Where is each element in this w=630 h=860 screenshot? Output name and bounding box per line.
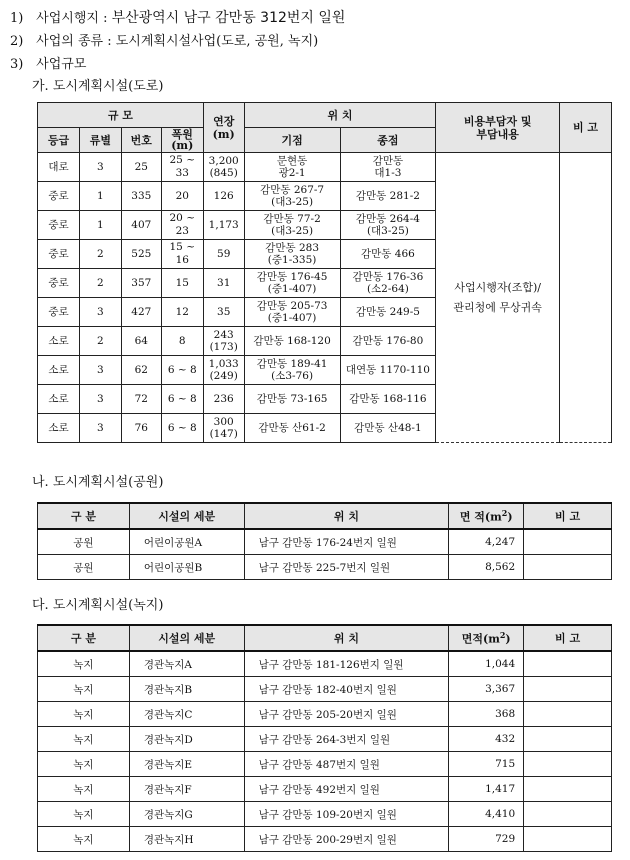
green-header-location: 위 치 <box>244 625 449 651</box>
green-detail: 경관녹지A <box>129 651 244 677</box>
green-kind: 녹지 <box>38 827 130 852</box>
road-end: 감만동 281-2 <box>340 182 436 211</box>
intro-line-1 <box>10 9 345 28</box>
road-length: 236 <box>203 385 244 414</box>
road-grade: 중로 <box>38 269 80 298</box>
green-kind: 녹지 <box>38 702 130 727</box>
road-end: 감만동 산48-1 <box>340 414 436 443</box>
road-number: 335 <box>121 182 161 211</box>
green-detail: 경관녹지D <box>129 727 244 752</box>
green-kind: 녹지 <box>38 677 130 702</box>
park-area: 4,247 <box>449 529 524 555</box>
road-header-location: 위 치 <box>244 103 436 128</box>
intro-num-3: 3) <box>10 57 24 72</box>
road-header-scale: 규 모 <box>38 103 204 128</box>
intro-num-1: 1) <box>10 11 24 26</box>
green-area: 3,367 <box>449 677 524 702</box>
road-start: 감만동 산61-2 <box>244 414 340 443</box>
road-header-start: 기점 <box>244 128 340 153</box>
park-kind: 공원 <box>38 529 130 555</box>
road-header-type: 류별 <box>79 128 121 153</box>
road-end: 대연동 1170-110 <box>340 356 436 385</box>
intro-text-3: 사업규모 <box>36 57 87 72</box>
road-number: 357 <box>121 269 161 298</box>
green-detail: 경관녹지F <box>129 777 244 802</box>
green-detail: 경관녹지B <box>129 677 244 702</box>
road-grade: 소로 <box>38 385 80 414</box>
road-number: 62 <box>121 356 161 385</box>
road-number: 72 <box>121 385 161 414</box>
road-type: 2 <box>79 240 121 269</box>
green-kind: 녹지 <box>38 752 130 777</box>
road-start: 감만동 267-7 (대3-25) <box>244 182 340 211</box>
table-row <box>38 827 612 852</box>
park-header-location: 위 치 <box>244 503 449 529</box>
green-kind: 녹지 <box>38 802 130 827</box>
road-cost-cell: 사업시행자(조합)/ 관리청에 무상귀속 <box>436 153 560 443</box>
green-location: 남구 감만동 109-20번지 일원 <box>244 802 449 827</box>
green-note <box>524 827 612 852</box>
green-area: 715 <box>449 752 524 777</box>
road-number: 407 <box>121 211 161 240</box>
green-area: 368 <box>449 702 524 727</box>
park-header-note: 비 고 <box>524 503 612 529</box>
green-area: 729 <box>449 827 524 852</box>
road-length: 1,173 <box>203 211 244 240</box>
green-location: 남구 감만동 181-126번지 일원 <box>244 651 449 677</box>
road-start: 감만동 168-120 <box>244 327 340 356</box>
green-note <box>524 727 612 752</box>
road-length: 59 <box>203 240 244 269</box>
road-header-number: 번호 <box>121 128 161 153</box>
table-row <box>38 651 612 677</box>
table-row <box>38 529 612 555</box>
road-number: 525 <box>121 240 161 269</box>
park-kind: 공원 <box>38 555 130 580</box>
road-type: 3 <box>79 153 121 182</box>
road-width: 6 ~ 8 <box>161 356 203 385</box>
road-end: 감만동 249-5 <box>340 298 436 327</box>
green-detail: 경관녹지G <box>129 802 244 827</box>
road-grade: 소로 <box>38 356 80 385</box>
table-row <box>38 752 612 777</box>
green-location: 남구 감만동 200-29번지 일원 <box>244 827 449 852</box>
road-length: 300 (147) <box>203 414 244 443</box>
road-grade: 중로 <box>38 182 80 211</box>
park-section-title: 나. 도시계획시설(공원) <box>32 475 164 490</box>
green-location: 남구 감만동 264-3번지 일원 <box>244 727 449 752</box>
green-note <box>524 752 612 777</box>
green-note <box>524 802 612 827</box>
road-length: 3,200 (845) <box>203 153 244 182</box>
green-table <box>37 624 612 852</box>
road-start: 감만동 77-2 (대3-25) <box>244 211 340 240</box>
road-width: 6 ~ 8 <box>161 385 203 414</box>
road-length: 1,033 (249) <box>203 356 244 385</box>
green-header-detail: 시설의 세분 <box>129 625 244 651</box>
park-detail: 어린이공원A <box>129 529 244 555</box>
table-row <box>38 727 612 752</box>
green-note <box>524 777 612 802</box>
green-location: 남구 감만동 205-20번지 일원 <box>244 702 449 727</box>
green-area: 432 <box>449 727 524 752</box>
intro-line-3 <box>10 56 86 74</box>
table-row <box>38 777 612 802</box>
road-start: 감만동 73-165 <box>244 385 340 414</box>
road-type: 3 <box>79 385 121 414</box>
road-type: 3 <box>79 356 121 385</box>
park-detail: 어린이공원B <box>129 555 244 580</box>
park-location: 남구 감만동 176-24번지 일원 <box>244 529 449 555</box>
park-note <box>524 555 612 580</box>
road-grade: 대로 <box>38 153 80 182</box>
road-width: 6 ~ 8 <box>161 414 203 443</box>
table-row <box>38 153 612 182</box>
green-kind: 녹지 <box>38 727 130 752</box>
road-length: 243 (173) <box>203 327 244 356</box>
road-start: 감만동 189-41 (소3-76) <box>244 356 340 385</box>
road-header-end: 종점 <box>340 128 436 153</box>
intro-text-2: 사업의 종류 : 도시계획시설사업(도로, 공원, 녹지) <box>36 34 319 49</box>
road-header-cost: 비용부담자 및 부담내용 <box>436 103 560 153</box>
road-type: 3 <box>79 414 121 443</box>
green-area: 1,417 <box>449 777 524 802</box>
table-row <box>38 802 612 827</box>
road-start: 감만동 205-73 (중1-407) <box>244 298 340 327</box>
green-section-title: 다. 도시계획시설(녹지) <box>32 598 164 613</box>
green-header-note: 비 고 <box>524 625 612 651</box>
road-number: 64 <box>121 327 161 356</box>
road-grade: 소로 <box>38 327 80 356</box>
road-end: 감만동 264-4 (대3-25) <box>340 211 436 240</box>
road-end: 감만동 대1-3 <box>340 153 436 182</box>
park-table <box>37 502 612 580</box>
table-row <box>38 677 612 702</box>
green-detail: 경관녹지C <box>129 702 244 727</box>
green-kind: 녹지 <box>38 777 130 802</box>
green-detail: 경관녹지H <box>129 827 244 852</box>
road-type: 1 <box>79 211 121 240</box>
green-detail: 경관녹지E <box>129 752 244 777</box>
green-header-kind: 구 분 <box>38 625 130 651</box>
road-length: 31 <box>203 269 244 298</box>
road-type: 2 <box>79 269 121 298</box>
green-location: 남구 감만동 182-40번지 일원 <box>244 677 449 702</box>
road-header-length: 연장 (m) <box>203 103 244 153</box>
park-header-detail: 시설의 세분 <box>129 503 244 529</box>
road-section-title: 가. 도시계획시설(도로) <box>32 79 164 94</box>
green-kind: 녹지 <box>38 651 130 677</box>
park-header-area: 면 적$(m^2)$ <box>449 503 524 529</box>
road-start: 감만동 176-45 (중1-407) <box>244 269 340 298</box>
intro-label-1: 사업시행지 : <box>36 11 112 26</box>
road-number: 427 <box>121 298 161 327</box>
road-end: 감만동 176-36 (소2-64) <box>340 269 436 298</box>
intro-value-1: 부산광역시 남구 감만동 312번지 일원 <box>111 10 346 26</box>
green-note <box>524 702 612 727</box>
road-width: 20 <box>161 182 203 211</box>
park-header-kind: 구 분 <box>38 503 130 529</box>
road-header-grade: 등급 <box>38 128 80 153</box>
road-grade: 중로 <box>38 211 80 240</box>
table-row <box>38 555 612 580</box>
road-length: 126 <box>203 182 244 211</box>
road-length: 35 <box>203 298 244 327</box>
park-area: 8,562 <box>449 555 524 580</box>
road-type: 1 <box>79 182 121 211</box>
road-width: 20 ~ 23 <box>161 211 203 240</box>
intro-line-2 <box>10 33 318 51</box>
green-note <box>524 677 612 702</box>
road-note-cell <box>560 153 612 443</box>
green-header-area: 면적$(m^2)$ <box>449 625 524 651</box>
road-grade: 중로 <box>38 240 80 269</box>
green-location: 남구 감만동 487번지 일원 <box>244 752 449 777</box>
road-width: 12 <box>161 298 203 327</box>
park-location: 남구 감만동 225-7번지 일원 <box>244 555 449 580</box>
intro-num-2: 2) <box>10 34 24 49</box>
road-number: 25 <box>121 153 161 182</box>
table-row <box>38 702 612 727</box>
road-type: 3 <box>79 298 121 327</box>
road-grade: 소로 <box>38 414 80 443</box>
road-number: 76 <box>121 414 161 443</box>
road-start: 문현동 광2-1 <box>244 153 340 182</box>
park-note <box>524 529 612 555</box>
green-area: 4,410 <box>449 802 524 827</box>
road-end: 감만동 466 <box>340 240 436 269</box>
road-width: 15 <box>161 269 203 298</box>
road-grade: 중로 <box>38 298 80 327</box>
road-header-width: 폭원 (m) <box>161 128 203 153</box>
road-start: 감만동 283 (중1-335) <box>244 240 340 269</box>
green-note <box>524 651 612 677</box>
road-width: 15 ~ 16 <box>161 240 203 269</box>
road-width: 25 ~ 33 <box>161 153 203 182</box>
road-table <box>37 102 612 443</box>
road-end: 감만동 168-116 <box>340 385 436 414</box>
green-location: 남구 감만동 492번지 일원 <box>244 777 449 802</box>
road-type: 2 <box>79 327 121 356</box>
road-width: 8 <box>161 327 203 356</box>
road-header-note: 비 고 <box>560 103 612 153</box>
road-end: 감만동 176-80 <box>340 327 436 356</box>
green-area: 1,044 <box>449 651 524 677</box>
